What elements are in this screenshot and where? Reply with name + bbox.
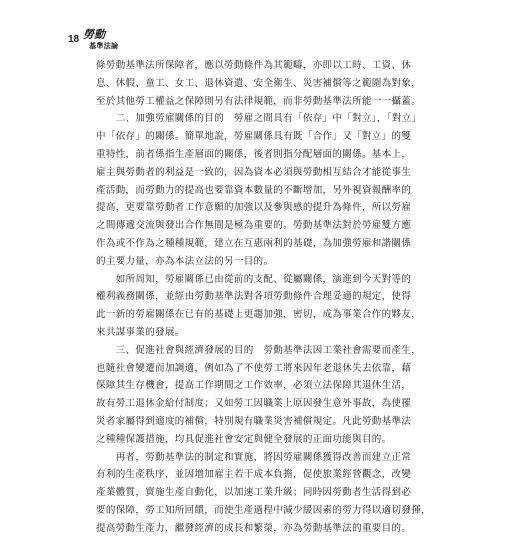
text-line: 至於其他勞工權益之保障則另有法律規範，而非勞動基準法所能一一攝蓋。: [96, 95, 422, 107]
text-line: 重特性，前者係指生產層面的關係，後者則指分配層面的關係。基本上，: [96, 148, 412, 160]
book-title-logo: [83, 28, 129, 54]
text-line: 產業體質，實施生產自動化，以加速工業升級；同時因勞動者生活得到必: [96, 487, 412, 499]
text-line: 條勞動基準法所保障者，應以勞動條件為其範疇，亦即以工時、工資、休: [96, 60, 412, 71]
text-line: 如所周知，勞雇關係已由從前的支配、從屬關係，演進到今天對等的: [96, 273, 412, 285]
text-line: 來共謀事業的發展。: [96, 326, 185, 338]
text-line: 雇主與勞動者的利益是一致的，因為資本必須與勞動相互結合才能從事生: [96, 166, 412, 178]
text-line: 中「依存」的關係。簡單地說，勞雇關係具有既「合作」又「對立」的雙: [96, 131, 412, 143]
text-line: 之間傳遞交流與發出合作無間是極為重要的。勞動基準法對於勞雇雙方應: [96, 220, 412, 232]
text-line: 故有勞工退休金給付制度；又如勞工因職業上原因發生意外事故，為使罹: [96, 398, 412, 410]
text-line: 有利的生產秩序，並因增加雇主若干成本負擔，促使旅業經營觀念，改變: [96, 469, 412, 481]
text-line: 要的保障，勞工知所回饋，而使生產過程中減少緩因素的勞力得以適切發揮，: [96, 504, 431, 516]
page-number: 18: [68, 34, 80, 45]
text-line: 保障其生存機會，提高工作期間之工作效率，必須立法保障其退休生活，: [96, 380, 412, 392]
text-line: 作為或不作為之種種規範，建立在互惠兩利的基礎，為加強勞雇和諧關係: [96, 237, 412, 249]
text-line: 災者家屬得到適度的補償，特別規有職業災害補償規定。凡此勞動基準法: [96, 415, 412, 427]
text-line: 的主要力量，亦為本法立法的另一目的。: [96, 255, 274, 267]
book-title-top: 勞動: [83, 28, 106, 41]
text-line: 提高，更要靠勞動者工作意願的加強以及參與感的提升為條件，所以勞雇: [96, 202, 412, 214]
text-line: 提高勞動生產力，繼發經濟的成長和繁榮，亦為勞動基準法的重要目的。: [96, 522, 412, 534]
section-heading-line: 三、促進社會與經濟發展的目的 勞動基準法因工業社會需要而產生，: [96, 344, 422, 356]
section-heading-line: 二、加強勞雇關係的目的 勞雇之間具有「依存」中「對立」，「對立」: [96, 113, 422, 125]
text-line: 也隨社會變遷而加調適，例如為了不使勞工將來因年老退休失去依靠，藉: [96, 362, 412, 374]
text-line: 產活動，而勞動力的提高也要靠資本數量的不斷增加，另外視資報酬率的: [96, 184, 412, 196]
text-line: 此一新的勞雇關係在已有的基礎上更趨加強，密切，成為事業合作的夥友，: [96, 309, 422, 321]
text-line: 息、休假、童工、女工、退休資遣、安全衛生、災害補償等之範圍為對象，: [96, 77, 422, 89]
text-line: 再者，勞動基準法的制定和實施，將因勞雇關係獲得改善而建立正常: [96, 451, 412, 463]
text-line: 之種種保護措施，均具促進社會安定與健全發展的正面功能與目的。: [96, 433, 392, 445]
book-title-bottom: 基準法論: [89, 41, 119, 50]
text-line: 權利義務關係，並經由勞動基準法對各項勞動條件合理妥適的規定，使得: [96, 291, 412, 303]
body-text: [96, 57, 434, 538]
page-header: [68, 28, 129, 54]
